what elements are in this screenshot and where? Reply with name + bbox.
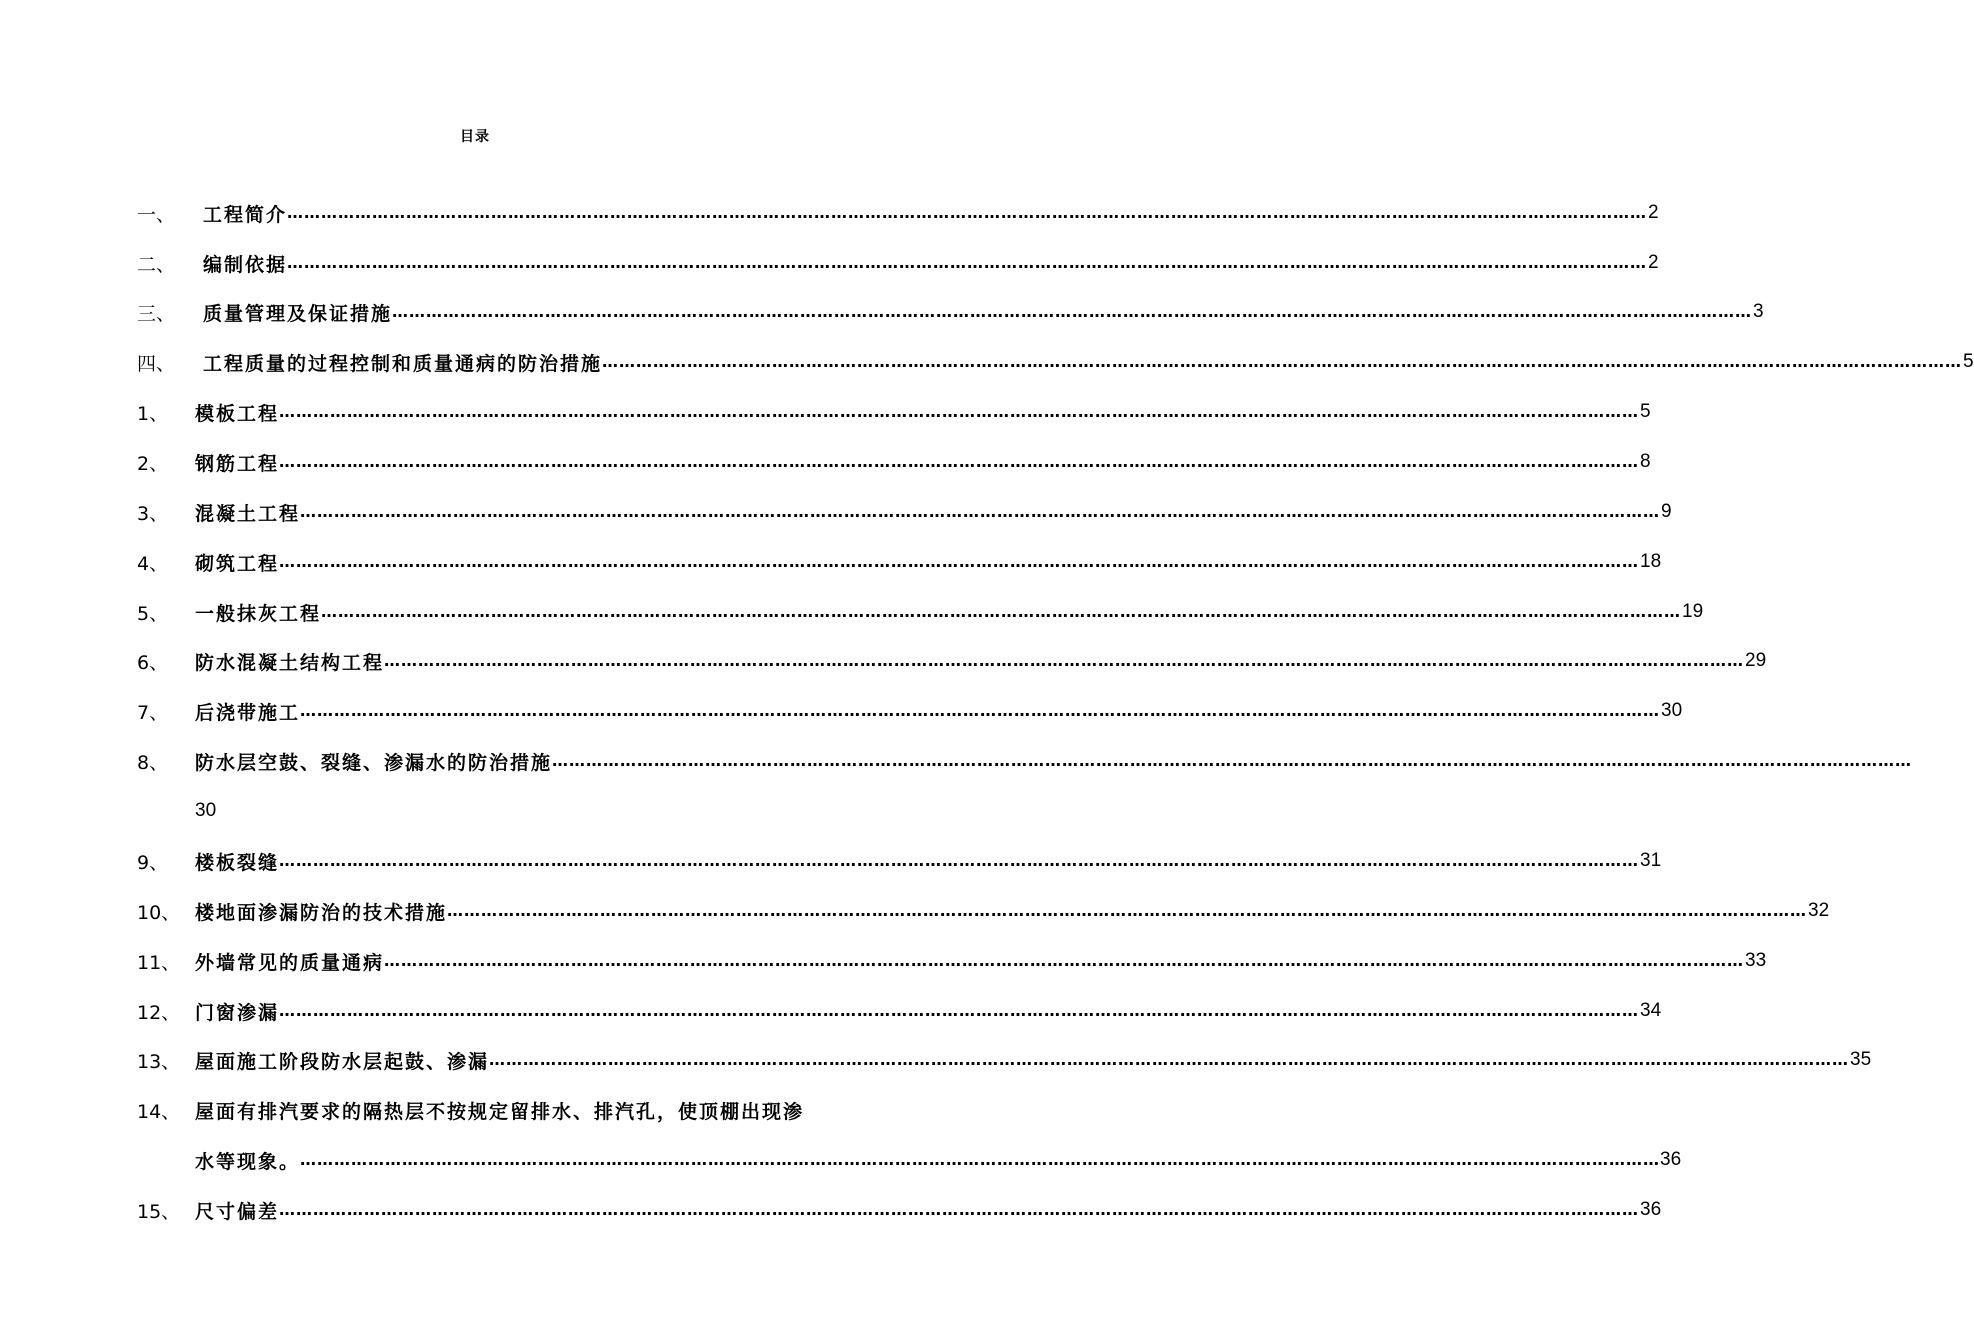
toc-leader-dots: …………………………………………………………………………………………………………………………………………………………………………………………………………………… <box>300 1150 1661 1169</box>
toc-entry-label: 混凝土工程 <box>195 502 301 525</box>
toc-entry-label: 外墙常见的质量通病 <box>195 951 385 974</box>
toc-entry-page: 8 <box>1640 451 1651 472</box>
toc-title: 目录 <box>460 129 490 145</box>
toc-entry[interactable] <box>137 198 1659 228</box>
toc-entry-label: 一般抹灰工程 <box>195 602 322 625</box>
toc-entry-page: 33 <box>1745 950 1767 971</box>
toc-entry-number: 2、 <box>137 452 169 475</box>
toc-entry-page: 18 <box>1640 551 1662 572</box>
toc-leader-dots: …………………………………………………………………………………………………………………………………………………………………………………………………………………… <box>489 1050 1850 1069</box>
toc-entry[interactable] <box>137 547 1662 577</box>
toc-entry[interactable] <box>137 447 1651 477</box>
toc-entry-number: 5、 <box>137 602 169 625</box>
toc-entry-label: 质量管理及保证措施 <box>203 302 393 325</box>
toc-entry-number: 4、 <box>137 552 169 575</box>
toc-entry-continuation[interactable] <box>195 1145 1682 1175</box>
toc-entry-number: 3、 <box>137 502 169 525</box>
toc-entry-page: 35 <box>1850 1049 1872 1070</box>
toc-entry-page: 5 <box>1963 351 1974 372</box>
toc-entry-label: 屋面施工阶段防水层起鼓、渗漏 <box>195 1050 490 1073</box>
toc-entry-label: 尺寸偏差 <box>195 1200 280 1223</box>
toc-entry-number: 11、 <box>137 951 181 974</box>
toc-entry-label: 门窗渗漏 <box>195 1001 280 1024</box>
toc-entry-label: 楼地面渗漏防治的技术措施 <box>195 901 448 924</box>
toc-entry-number: 14、 <box>137 1100 181 1123</box>
toc-leader-dots: …………………………………………………………………………………………………………………………………………………………………………………………………………………… <box>384 951 1745 970</box>
toc-leader-dots: …………………………………………………………………………………………………………………………………………………………………………………………………………………… <box>279 1200 1640 1219</box>
toc-entry-number: 一、 <box>137 203 176 226</box>
toc-entry[interactable] <box>137 746 1913 776</box>
toc-leader-dots: …………………………………………………………………………………………………………………………………………………………………………………………………………………… <box>279 452 1640 471</box>
toc-leader-dots: …………………………………………………………………………………………………………………………………………………………………………………………………………………… <box>300 502 1661 521</box>
toc-leader-dots: …………………………………………………………………………………………………………………………………………………………………………………………………………………… <box>279 552 1640 571</box>
toc-leader-dots: …………………………………………………………………………………………………………………………………………………………………………………………………………………… <box>287 253 1648 272</box>
toc-leader-dots: …………………………………………………………………………………………………………………………………………………………………………………………………………………… <box>602 352 1963 371</box>
toc-entry-page: 30 <box>1661 700 1683 721</box>
toc-entry-label: 工程质量的过程控制和质量通病的防治措施 <box>203 352 603 375</box>
toc-entry-page: 2 <box>1648 252 1659 273</box>
toc-leader-dots: …………………………………………………………………………………………………………………………………………………………………………………………………………………… <box>392 302 1753 321</box>
toc-entry[interactable] <box>137 248 1659 278</box>
toc-entry-number: 15、 <box>137 1200 181 1223</box>
toc-entry-page: 32 <box>1808 900 1830 921</box>
toc-entry-number: 四、 <box>137 352 176 375</box>
toc-entry[interactable] <box>137 347 1974 377</box>
toc-entry-label: 工程简介 <box>203 203 288 226</box>
toc-entry-label: 屋面有排汽要求的隔热层不按规定留排水、排汽孔，使顶棚出现渗 <box>195 1100 805 1123</box>
toc-entry[interactable] <box>137 297 1764 327</box>
toc-entry[interactable] <box>137 1095 860 1125</box>
toc-entry-page: 19 <box>1682 601 1704 622</box>
toc-entry-number: 1、 <box>137 402 169 425</box>
toc-entry[interactable] <box>137 996 1662 1026</box>
toc-entry[interactable] <box>137 646 1767 676</box>
toc-leader-dots: …………………………………………………………………………………………………………………………………………………………………………………………………………………… <box>300 701 1661 720</box>
toc-entry-page: 5 <box>1640 401 1651 422</box>
toc-entry-number: 6、 <box>137 651 169 674</box>
toc-entry-label-continued: 水等现象。 <box>195 1150 301 1173</box>
toc-entry-label: 防水混凝土结构工程 <box>195 651 385 674</box>
toc-entry-number: 8、 <box>137 751 169 774</box>
toc-entry-number: 10、 <box>137 901 181 924</box>
toc-entry-page: 2 <box>1648 202 1659 223</box>
toc-entry-label: 编制依据 <box>203 253 288 276</box>
toc-leader-dots: …………………………………………………………………………………………………………………………………………………………………………………………………………………… <box>321 602 1682 621</box>
toc-entry-page: 9 <box>1661 501 1672 522</box>
toc-entry[interactable] <box>137 696 1683 726</box>
toc-entry-number: 13、 <box>137 1050 181 1073</box>
toc-entry-page: 36 <box>1640 1199 1662 1220</box>
toc-entry-label: 楼板裂缝 <box>195 851 280 874</box>
toc-leader-dots: …………………………………………………………………………………………………………………………………………………………………………………………………………………… <box>447 901 1808 920</box>
toc-entry-label: 模板工程 <box>195 402 280 425</box>
toc-entry-page: 30 <box>195 800 217 821</box>
toc-entry-number: 二、 <box>137 253 176 276</box>
toc-entry[interactable] <box>137 1045 1872 1075</box>
toc-entry-number: 9、 <box>137 851 169 874</box>
toc-entry-page: 36 <box>1660 1149 1682 1170</box>
toc-entry-page: 3 <box>1753 301 1764 322</box>
toc-leader-dots: …………………………………………………………………………………………………………………………………………………………………………………………………………………… <box>279 1001 1640 1020</box>
toc-leader-dots: …………………………………………………………………………………………………………………………………………………………………………………………………………………… <box>287 203 1648 222</box>
toc-entry-label: 防水层空鼓、裂缝、渗漏水的防治措施 <box>195 751 553 774</box>
toc-leader-dots: …………………………………………………………………………………………………………………………………………………………………………………………………………………… <box>552 751 1913 770</box>
toc-entry-page: 31 <box>1640 850 1662 871</box>
toc-entry-label: 砌筑工程 <box>195 552 280 575</box>
toc-entry[interactable] <box>137 1195 1662 1225</box>
toc-leader-dots: …………………………………………………………………………………………………………………………………………………………………………………………………………………… <box>279 402 1640 421</box>
toc-entry[interactable] <box>137 846 1662 876</box>
toc-entry-label: 后浇带施工 <box>195 701 301 724</box>
toc-entry-continuation[interactable] <box>195 796 860 826</box>
toc-entry-page: 29 <box>1745 650 1767 671</box>
toc-entry-number: 7、 <box>137 701 169 724</box>
toc-entry[interactable] <box>137 397 1651 427</box>
toc-entry[interactable] <box>137 597 1704 627</box>
toc-entry-number: 12、 <box>137 1001 181 1024</box>
toc-entry-number: 三、 <box>137 302 176 325</box>
toc-leader-dots: …………………………………………………………………………………………………………………………………………………………………………………………………………………… <box>279 851 1640 870</box>
toc-entry-page: 34 <box>1640 1000 1662 1021</box>
toc-entry[interactable] <box>137 896 1830 926</box>
toc-entry[interactable] <box>137 946 1767 976</box>
toc-leader-dots: …………………………………………………………………………………………………………………………………………………………………………………………………………………… <box>384 651 1745 670</box>
toc-entry-label: 钢筋工程 <box>195 452 280 475</box>
toc-entry[interactable] <box>137 497 1672 527</box>
